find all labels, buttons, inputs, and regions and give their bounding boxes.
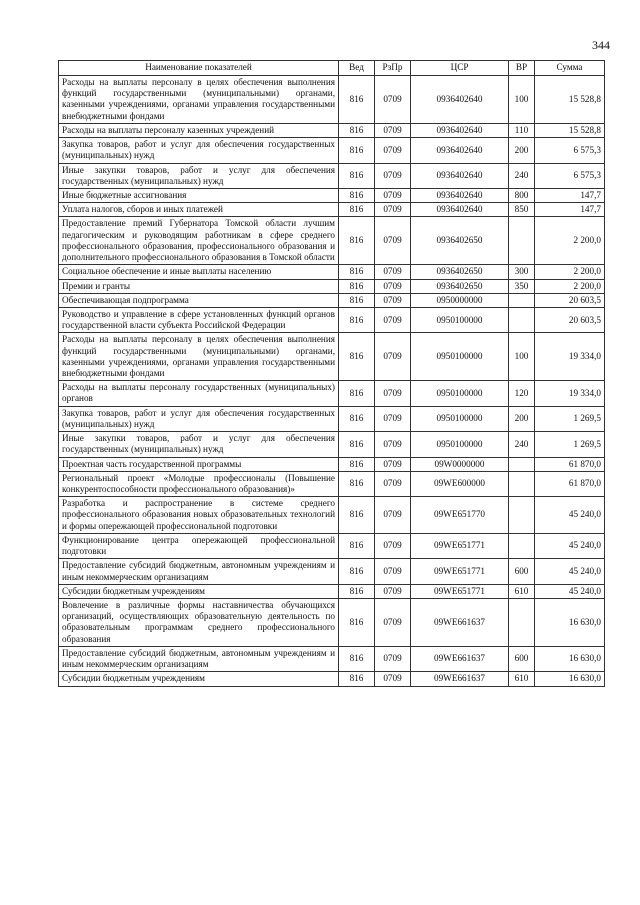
table-row	[59, 265, 605, 279]
page-number: 344	[592, 38, 610, 52]
row-name: Расходы на выплаты персоналу государственных (муниципальных) органов	[59, 381, 339, 406]
budget-table	[58, 60, 605, 687]
row-rzpr: 0709	[375, 381, 411, 406]
row-vr: 350	[509, 279, 535, 293]
table-header-row	[59, 61, 605, 76]
table-row	[59, 559, 605, 584]
row-sum: 16 630,0	[535, 598, 605, 646]
table-row	[59, 457, 605, 471]
row-name: Расходы на выплаты персоналу в целях обеспечения выполнения функций государственными (муниципальными) органами, казенными учреждениями, органами управления государственными внебюджетными фондами	[59, 333, 339, 381]
row-ved: 816	[339, 471, 375, 496]
table-row	[59, 646, 605, 671]
row-name: Руководство и управление в сфере установленных функций органов государственной власти субъекта Российской Федерации	[59, 307, 339, 332]
row-rzpr: 0709	[375, 406, 411, 431]
row-sum: 2 200,0	[535, 279, 605, 293]
row-sum: 61 870,0	[535, 471, 605, 496]
row-name: Социальное обеспечение и иные выплаты населению	[59, 265, 339, 279]
row-sum: 16 630,0	[535, 646, 605, 671]
row-csr: 0936402650	[411, 279, 509, 293]
row-rzpr: 0709	[375, 307, 411, 332]
row-csr: 0950000000	[411, 293, 509, 307]
row-ved: 816	[339, 203, 375, 217]
header-rzpr: РзПр	[375, 61, 411, 76]
row-rzpr: 0709	[375, 672, 411, 686]
row-ved: 816	[339, 293, 375, 307]
row-rzpr: 0709	[375, 188, 411, 202]
row-rzpr: 0709	[375, 279, 411, 293]
table-row	[59, 123, 605, 137]
row-rzpr: 0709	[375, 203, 411, 217]
row-name: Закупка товаров, работ и услуг для обеспечения государственных (муниципальных) нужд	[59, 406, 339, 431]
row-ved: 816	[339, 188, 375, 202]
row-name: Субсидии бюджетным учреждениям	[59, 584, 339, 598]
row-csr: 0936402650	[411, 265, 509, 279]
row-vr: 850	[509, 203, 535, 217]
row-csr: 09WE661637	[411, 672, 509, 686]
row-name: Разработка и распространение в системе среднего профессионального образования новых образовательных технологий и формы опережающей профессиональной подготовки	[59, 497, 339, 534]
row-vr	[509, 598, 535, 646]
table-row	[59, 471, 605, 496]
row-csr: 09W0000000	[411, 457, 509, 471]
row-ved: 816	[339, 333, 375, 381]
row-vr: 300	[509, 265, 535, 279]
row-sum: 147,7	[535, 188, 605, 202]
row-csr: 0950100000	[411, 381, 509, 406]
row-name: Предоставление премий Губернатора Томской области лучшим педагогическим и руководящим работникам в сфере среднего профессионального образования, профессионального образования и дополнительного профессионального образования в Томской области	[59, 217, 339, 265]
row-rzpr: 0709	[375, 533, 411, 558]
row-csr: 09WE661637	[411, 646, 509, 671]
row-ved: 816	[339, 76, 375, 124]
row-name: Функционирование центра опережающей профессиональной подготовки	[59, 533, 339, 558]
row-rzpr: 0709	[375, 584, 411, 598]
row-vr	[509, 533, 535, 558]
row-sum: 45 240,0	[535, 497, 605, 534]
row-sum: 147,7	[535, 203, 605, 217]
row-name: Расходы на выплаты персоналу казенных учреждений	[59, 123, 339, 137]
row-name: Иные закупки товаров, работ и услуг для обеспечения государственных (муниципальных) нужд	[59, 163, 339, 188]
row-name: Уплата налогов, сборов и иных платежей	[59, 203, 339, 217]
row-sum: 45 240,0	[535, 584, 605, 598]
row-sum: 19 334,0	[535, 333, 605, 381]
row-vr: 610	[509, 584, 535, 598]
table-row	[59, 138, 605, 163]
row-ved: 816	[339, 672, 375, 686]
table-row	[59, 217, 605, 265]
table-row	[59, 333, 605, 381]
row-vr: 100	[509, 76, 535, 124]
row-sum: 6 575,3	[535, 138, 605, 163]
table-row	[59, 432, 605, 457]
row-vr: 240	[509, 163, 535, 188]
row-ved: 816	[339, 432, 375, 457]
row-sum: 1 269,5	[535, 432, 605, 457]
row-ved: 816	[339, 457, 375, 471]
row-ved: 816	[339, 279, 375, 293]
table-row	[59, 533, 605, 558]
table-body	[59, 76, 605, 687]
row-name: Проектная часть государственной программы	[59, 457, 339, 471]
row-name: Обеспечивающая подпрограмма	[59, 293, 339, 307]
row-ved: 816	[339, 598, 375, 646]
row-sum: 2 200,0	[535, 265, 605, 279]
row-vr: 200	[509, 138, 535, 163]
row-vr: 110	[509, 123, 535, 137]
row-csr: 0936402640	[411, 76, 509, 124]
header-sum: Сумма	[535, 61, 605, 76]
table-row	[59, 307, 605, 332]
row-sum: 20 603,5	[535, 293, 605, 307]
row-sum: 20 603,5	[535, 307, 605, 332]
row-sum: 2 200,0	[535, 217, 605, 265]
row-name: Закупка товаров, работ и услуг для обеспечения государственных (муниципальных) нужд	[59, 138, 339, 163]
row-csr: 0950100000	[411, 333, 509, 381]
row-vr: 610	[509, 672, 535, 686]
row-rzpr: 0709	[375, 293, 411, 307]
row-rzpr: 0709	[375, 138, 411, 163]
table-row	[59, 279, 605, 293]
row-ved: 816	[339, 217, 375, 265]
row-ved: 816	[339, 497, 375, 534]
row-sum: 15 528,8	[535, 123, 605, 137]
row-vr	[509, 497, 535, 534]
table-row	[59, 672, 605, 686]
row-ved: 816	[339, 307, 375, 332]
table-row	[59, 76, 605, 124]
row-vr: 600	[509, 559, 535, 584]
row-rzpr: 0709	[375, 471, 411, 496]
header-vr: ВР	[509, 61, 535, 76]
row-vr	[509, 471, 535, 496]
table-row	[59, 293, 605, 307]
row-rzpr: 0709	[375, 432, 411, 457]
row-name: Иные бюджетные ассигнования	[59, 188, 339, 202]
row-ved: 816	[339, 381, 375, 406]
table-row	[59, 163, 605, 188]
row-sum: 1 269,5	[535, 406, 605, 431]
row-rzpr: 0709	[375, 598, 411, 646]
row-csr: 09WE651771	[411, 533, 509, 558]
table-row	[59, 203, 605, 217]
row-rzpr: 0709	[375, 217, 411, 265]
row-name: Вовлечение в различные формы наставничества обучающихся организаций, осуществляющих образовательную деятельность по образовательным программам среднего профессионального образования	[59, 598, 339, 646]
row-ved: 816	[339, 163, 375, 188]
row-rzpr: 0709	[375, 333, 411, 381]
row-vr: 600	[509, 646, 535, 671]
header-name: Наименование показателей	[59, 61, 339, 76]
row-rzpr: 0709	[375, 76, 411, 124]
row-vr: 240	[509, 432, 535, 457]
row-name: Предоставление субсидий бюджетным, автономным учреждениям и иным некоммерческим организациям	[59, 646, 339, 671]
row-rzpr: 0709	[375, 457, 411, 471]
row-vr	[509, 307, 535, 332]
row-sum: 16 630,0	[535, 672, 605, 686]
row-vr: 100	[509, 333, 535, 381]
row-csr: 0936402640	[411, 138, 509, 163]
row-csr: 09WE651770	[411, 497, 509, 534]
row-name: Расходы на выплаты персоналу в целях обеспечения выполнения функций государственными (муниципальными) органами, казенными учреждениями, органами управления государственными внебюджетными фондами	[59, 76, 339, 124]
row-rzpr: 0709	[375, 265, 411, 279]
row-csr: 09WE600000	[411, 471, 509, 496]
row-csr: 09WE661637	[411, 598, 509, 646]
row-vr: 120	[509, 381, 535, 406]
row-csr: 0936402640	[411, 203, 509, 217]
row-name: Субсидии бюджетным учреждениям	[59, 672, 339, 686]
row-csr: 09WE651771	[411, 584, 509, 598]
table-row	[59, 188, 605, 202]
row-sum: 15 528,8	[535, 76, 605, 124]
table-row	[59, 381, 605, 406]
row-vr: 800	[509, 188, 535, 202]
table-row	[59, 406, 605, 431]
row-vr	[509, 217, 535, 265]
row-sum: 45 240,0	[535, 533, 605, 558]
row-rzpr: 0709	[375, 497, 411, 534]
table-row	[59, 497, 605, 534]
row-ved: 816	[339, 559, 375, 584]
row-name: Региональный проект «Молодые профессионалы (Повышение конкурентоспособности профессионального образования)»	[59, 471, 339, 496]
row-csr: 0936402640	[411, 163, 509, 188]
row-ved: 816	[339, 138, 375, 163]
row-csr: 0950100000	[411, 307, 509, 332]
row-csr: 0936402640	[411, 123, 509, 137]
row-rzpr: 0709	[375, 163, 411, 188]
row-sum: 61 870,0	[535, 457, 605, 471]
row-rzpr: 0709	[375, 646, 411, 671]
header-csr: ЦСР	[411, 61, 509, 76]
row-sum: 19 334,0	[535, 381, 605, 406]
row-ved: 816	[339, 265, 375, 279]
row-vr	[509, 457, 535, 471]
row-csr: 0950100000	[411, 432, 509, 457]
row-name: Предоставление субсидий бюджетным, автономным учреждениям и иным некоммерческим организациям	[59, 559, 339, 584]
row-ved: 816	[339, 584, 375, 598]
row-csr: 0936402650	[411, 217, 509, 265]
header-ved: Вед	[339, 61, 375, 76]
row-sum: 6 575,3	[535, 163, 605, 188]
row-sum: 45 240,0	[535, 559, 605, 584]
row-name: Иные закупки товаров, работ и услуг для обеспечения государственных (муниципальных) нужд	[59, 432, 339, 457]
row-ved: 816	[339, 646, 375, 671]
row-name: Премии и гранты	[59, 279, 339, 293]
row-csr: 0950100000	[411, 406, 509, 431]
table-row	[59, 584, 605, 598]
row-rzpr: 0709	[375, 123, 411, 137]
row-ved: 816	[339, 533, 375, 558]
row-csr: 09WE651771	[411, 559, 509, 584]
row-vr: 200	[509, 406, 535, 431]
table-row	[59, 598, 605, 646]
row-ved: 816	[339, 406, 375, 431]
row-vr	[509, 293, 535, 307]
row-rzpr: 0709	[375, 559, 411, 584]
row-ved: 816	[339, 123, 375, 137]
row-csr: 0936402640	[411, 188, 509, 202]
